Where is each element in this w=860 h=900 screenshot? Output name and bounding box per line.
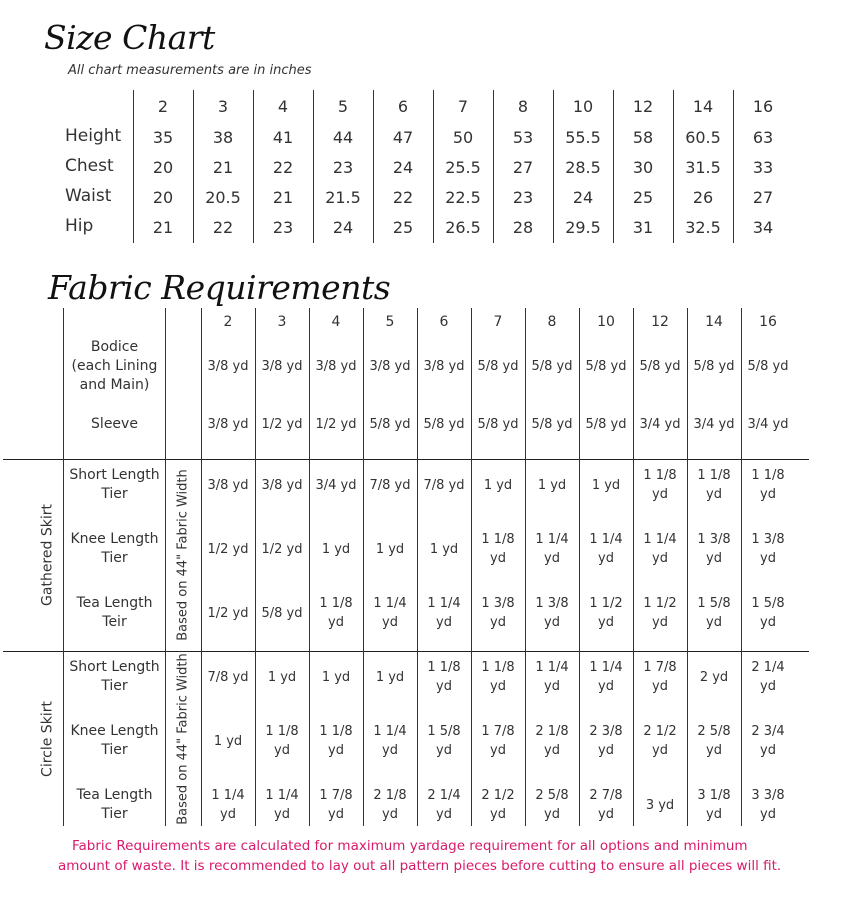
measurement-label: Chest bbox=[65, 156, 114, 176]
measurement-value: 26.5 bbox=[445, 217, 481, 237]
fabric-value: 5/8 yd bbox=[747, 358, 789, 374]
measurement-value: 22 bbox=[392, 187, 414, 207]
fabric-value: 5/8 yd bbox=[477, 358, 519, 374]
fabric-value: 1 1/4 yd bbox=[427, 596, 461, 630]
measurement-value: 53 bbox=[512, 127, 534, 147]
fabric-value: 3 1/8 yd bbox=[697, 788, 731, 822]
fabric-value: 1 1/8 yd bbox=[319, 596, 353, 630]
measurement-value: 24 bbox=[572, 187, 594, 207]
fabric-value: 2 3/4 yd bbox=[751, 724, 785, 758]
fabric-value: 7/8 yd bbox=[423, 477, 465, 493]
fabric-value: 1 1/8 yd bbox=[697, 468, 731, 502]
skirt-group-label: Gathered Skirt bbox=[39, 504, 56, 606]
fabric-row-label: Short Length Tier bbox=[69, 659, 160, 694]
fabric-value: 3/4 yd bbox=[693, 416, 735, 432]
fabric-value: 2 1/4 yd bbox=[751, 660, 785, 694]
measurement-value: 44 bbox=[332, 127, 354, 147]
fabric-value: 1 yd bbox=[591, 477, 621, 493]
fabric-value: 1 1/4 yd bbox=[589, 660, 623, 694]
fabric-size-header: 14 bbox=[705, 314, 723, 330]
fabric-value: 1 yd bbox=[429, 541, 459, 557]
fabric-value: 1 5/8 yd bbox=[751, 596, 785, 630]
fabric-value: 1 yd bbox=[321, 669, 351, 685]
fabric-value: 5/8 yd bbox=[369, 416, 411, 432]
measurement-value: 22 bbox=[212, 217, 234, 237]
fabric-row-label: Bodice (each Lining and Main) bbox=[71, 338, 158, 393]
size-header: 14 bbox=[692, 96, 714, 116]
fabric-value: 3/8 yd bbox=[207, 358, 249, 374]
measurement-value: 21.5 bbox=[325, 187, 361, 207]
fabric-value: 3/4 yd bbox=[639, 416, 681, 432]
fabric-value: 1 1/2 yd bbox=[643, 596, 677, 630]
column-divider bbox=[165, 308, 166, 826]
fabric-value: 3/4 yd bbox=[315, 477, 357, 493]
fabric-value: 2 3/8 yd bbox=[589, 724, 623, 758]
fabric-size-header: 3 bbox=[277, 314, 287, 330]
measurement-label: Height bbox=[65, 126, 122, 146]
fabric-value: 3/8 yd bbox=[315, 358, 357, 374]
measurement-value: 23 bbox=[272, 217, 294, 237]
size-header: 12 bbox=[632, 96, 654, 116]
measurement-value: 27 bbox=[752, 187, 774, 207]
measurement-value: 23 bbox=[512, 187, 534, 207]
measurement-value: 28 bbox=[512, 217, 534, 237]
fabric-row-label: Knee Length Tier bbox=[70, 723, 159, 758]
fabric-value: 1 3/8 yd bbox=[751, 532, 785, 566]
fabric-row-label: Tea Length Tier bbox=[76, 787, 153, 822]
measurement-value: 34 bbox=[752, 217, 774, 237]
fabric-value: 7/8 yd bbox=[369, 477, 411, 493]
fabric-value: 1 1/4 yd bbox=[535, 532, 569, 566]
fabric-value: 1 yd bbox=[321, 541, 351, 557]
fabric-value: 2 1/8 yd bbox=[535, 724, 569, 758]
measurement-value: 38 bbox=[212, 127, 234, 147]
fabric-value: 5/8 yd bbox=[585, 358, 627, 374]
fabric-value: 3 yd bbox=[645, 797, 675, 813]
fabric-value: 1 yd bbox=[375, 541, 405, 557]
fabric-row-label: Sleeve bbox=[91, 415, 138, 432]
fabric-value: 2 1/2 yd bbox=[643, 724, 677, 758]
fabric-requirements-title: Fabric Requirements bbox=[48, 268, 391, 307]
fabric-value: 1 1/8 yd bbox=[265, 724, 299, 758]
fabric-value: 1/2 yd bbox=[207, 541, 249, 557]
size-header: 8 bbox=[517, 96, 529, 116]
size-header: 10 bbox=[572, 96, 594, 116]
measurement-value: 41 bbox=[272, 127, 294, 147]
fabric-value: 1/2 yd bbox=[261, 416, 303, 432]
measurement-value: 26 bbox=[692, 187, 714, 207]
skirt-group-label: Circle Skirt bbox=[39, 701, 56, 777]
fabric-value: 1 1/2 yd bbox=[589, 596, 623, 630]
fabric-value: 2 1/2 yd bbox=[481, 788, 515, 822]
fabric-value: 1 yd bbox=[537, 477, 567, 493]
fabric-value: 2 1/8 yd bbox=[373, 788, 407, 822]
fabric-value: 1 3/8 yd bbox=[481, 596, 515, 630]
measurement-value: 30 bbox=[632, 157, 654, 177]
fabric-size-header: 12 bbox=[651, 314, 669, 330]
fabric-value: 1 1/8 yd bbox=[481, 660, 515, 694]
fabric-value: 1 5/8 yd bbox=[697, 596, 731, 630]
measurement-value: 55.5 bbox=[565, 127, 601, 147]
fabric-value: 1 yd bbox=[213, 733, 243, 749]
fabric-value: 5/8 yd bbox=[585, 416, 627, 432]
measurement-value: 22 bbox=[272, 157, 294, 177]
fabric-value: 1 yd bbox=[267, 669, 297, 685]
measurement-value: 20 bbox=[152, 187, 174, 207]
fabric-value: 1/2 yd bbox=[207, 605, 249, 621]
size-header: 5 bbox=[337, 96, 349, 116]
fabric-value: 1 1/4 yd bbox=[373, 596, 407, 630]
fabric-value: 2 1/4 yd bbox=[427, 788, 461, 822]
measurement-value: 20.5 bbox=[205, 187, 241, 207]
fabric-width-note: Based on 44" Fabric Width bbox=[175, 469, 191, 641]
fabric-value: 5/8 yd bbox=[531, 416, 573, 432]
fabric-value: 1 7/8 yd bbox=[643, 660, 677, 694]
measurement-value: 50 bbox=[452, 127, 474, 147]
fabric-value: 1 yd bbox=[483, 477, 513, 493]
measurement-value: 24 bbox=[392, 157, 414, 177]
fabric-value: 7/8 yd bbox=[207, 669, 249, 685]
fabric-value: 3/4 yd bbox=[747, 416, 789, 432]
fabric-value: 1 1/4 yd bbox=[535, 660, 569, 694]
size-chart-subtitle: All chart measurements are in inches bbox=[68, 63, 312, 78]
measurement-value: 22.5 bbox=[445, 187, 481, 207]
measurement-label: Hip bbox=[65, 216, 94, 236]
fabric-width-note: Based on 44" Fabric Width bbox=[175, 653, 191, 825]
measurement-value: 32.5 bbox=[685, 217, 721, 237]
fabric-size-header: 4 bbox=[331, 314, 341, 330]
fabric-value: 5/8 yd bbox=[531, 358, 573, 374]
measurement-value: 25 bbox=[632, 187, 654, 207]
fabric-value: 3/8 yd bbox=[207, 416, 249, 432]
fabric-value: 5/8 yd bbox=[639, 358, 681, 374]
size-chart-title: Size Chart bbox=[44, 18, 215, 57]
fabric-value: 1 5/8 yd bbox=[427, 724, 461, 758]
fabric-value: 1 7/8 yd bbox=[319, 788, 353, 822]
measurement-value: 21 bbox=[152, 217, 174, 237]
fabric-value: 3/8 yd bbox=[207, 477, 249, 493]
fabric-value: 3 3/8 yd bbox=[751, 788, 785, 822]
measurement-value: 60.5 bbox=[685, 127, 721, 147]
fabric-value: 1 1/4 yd bbox=[265, 788, 299, 822]
measurement-value: 20 bbox=[152, 157, 174, 177]
fabric-value: 1 1/4 yd bbox=[211, 788, 245, 822]
size-header: 4 bbox=[277, 96, 289, 116]
fabric-row-label: Tea Length Teir bbox=[76, 595, 153, 630]
size-header: 2 bbox=[157, 96, 169, 116]
fabric-size-header: 5 bbox=[385, 314, 395, 330]
fabric-value: 1 1/8 yd bbox=[319, 724, 353, 758]
fabric-value: 1 7/8 yd bbox=[481, 724, 515, 758]
measurement-value: 31 bbox=[632, 217, 654, 237]
fabric-value: 1 3/8 yd bbox=[697, 532, 731, 566]
measurement-value: 25.5 bbox=[445, 157, 481, 177]
size-header: 16 bbox=[752, 96, 774, 116]
fabric-size-header: 8 bbox=[547, 314, 557, 330]
fabric-value: 2 5/8 yd bbox=[697, 724, 731, 758]
measurement-value: 33 bbox=[752, 157, 774, 177]
fabric-value: 3/8 yd bbox=[261, 358, 303, 374]
measurement-value: 58 bbox=[632, 127, 654, 147]
fabric-value: 1 1/8 yd bbox=[427, 660, 461, 694]
measurement-value: 29.5 bbox=[565, 217, 601, 237]
fabric-note: Fabric Requirements are calculated for maximum yardage requirement for all options and minimum amount of waste. It is recommended to lay out all pattern pieces before cutting to ensure all pieces will fit. bbox=[58, 838, 782, 874]
size-header: 6 bbox=[397, 96, 409, 116]
fabric-value: 3/8 yd bbox=[261, 477, 303, 493]
measurement-value: 23 bbox=[332, 157, 354, 177]
fabric-value: 1/2 yd bbox=[315, 416, 357, 432]
group-divider bbox=[3, 459, 809, 460]
measurement-value: 35 bbox=[152, 127, 174, 147]
fabric-value: 2 7/8 yd bbox=[589, 788, 623, 822]
fabric-value: 1 1/8 yd bbox=[643, 468, 677, 502]
measurement-value: 21 bbox=[212, 157, 234, 177]
fabric-value: 1 1/8 yd bbox=[481, 532, 515, 566]
size-header: 7 bbox=[457, 96, 469, 116]
fabric-value: 1 1/4 yd bbox=[643, 532, 677, 566]
fabric-size-header: 16 bbox=[759, 314, 777, 330]
fabric-value: 1/2 yd bbox=[261, 541, 303, 557]
fabric-size-header: 7 bbox=[493, 314, 503, 330]
measurement-value: 27 bbox=[512, 157, 534, 177]
fabric-value: 1 yd bbox=[375, 669, 405, 685]
fabric-value: 1 1/4 yd bbox=[373, 724, 407, 758]
fabric-size-header: 10 bbox=[597, 314, 615, 330]
fabric-value: 5/8 yd bbox=[693, 358, 735, 374]
fabric-value: 1 1/8 yd bbox=[751, 468, 785, 502]
measurement-value: 31.5 bbox=[685, 157, 721, 177]
fabric-value: 5/8 yd bbox=[477, 416, 519, 432]
fabric-size-header: 6 bbox=[439, 314, 449, 330]
size-header: 3 bbox=[217, 96, 229, 116]
measurement-value: 21 bbox=[272, 187, 294, 207]
fabric-value: 5/8 yd bbox=[423, 416, 465, 432]
measurement-label: Waist bbox=[65, 186, 112, 206]
fabric-value: 3/8 yd bbox=[423, 358, 465, 374]
fabric-size-header: 2 bbox=[223, 314, 233, 330]
fabric-value: 3/8 yd bbox=[369, 358, 411, 374]
fabric-value: 1 1/4 yd bbox=[589, 532, 623, 566]
fabric-row-label: Short Length Tier bbox=[69, 467, 160, 502]
fabric-row-label: Knee Length Tier bbox=[70, 531, 159, 566]
measurement-value: 24 bbox=[332, 217, 354, 237]
measurement-value: 28.5 bbox=[565, 157, 601, 177]
fabric-value: 5/8 yd bbox=[261, 605, 303, 621]
group-divider bbox=[3, 651, 809, 652]
fabric-value: 2 yd bbox=[699, 669, 729, 685]
measurement-value: 47 bbox=[392, 127, 414, 147]
measurement-value: 63 bbox=[752, 127, 774, 147]
fabric-value: 2 5/8 yd bbox=[535, 788, 569, 822]
fabric-value: 1 3/8 yd bbox=[535, 596, 569, 630]
measurement-value: 25 bbox=[392, 217, 414, 237]
